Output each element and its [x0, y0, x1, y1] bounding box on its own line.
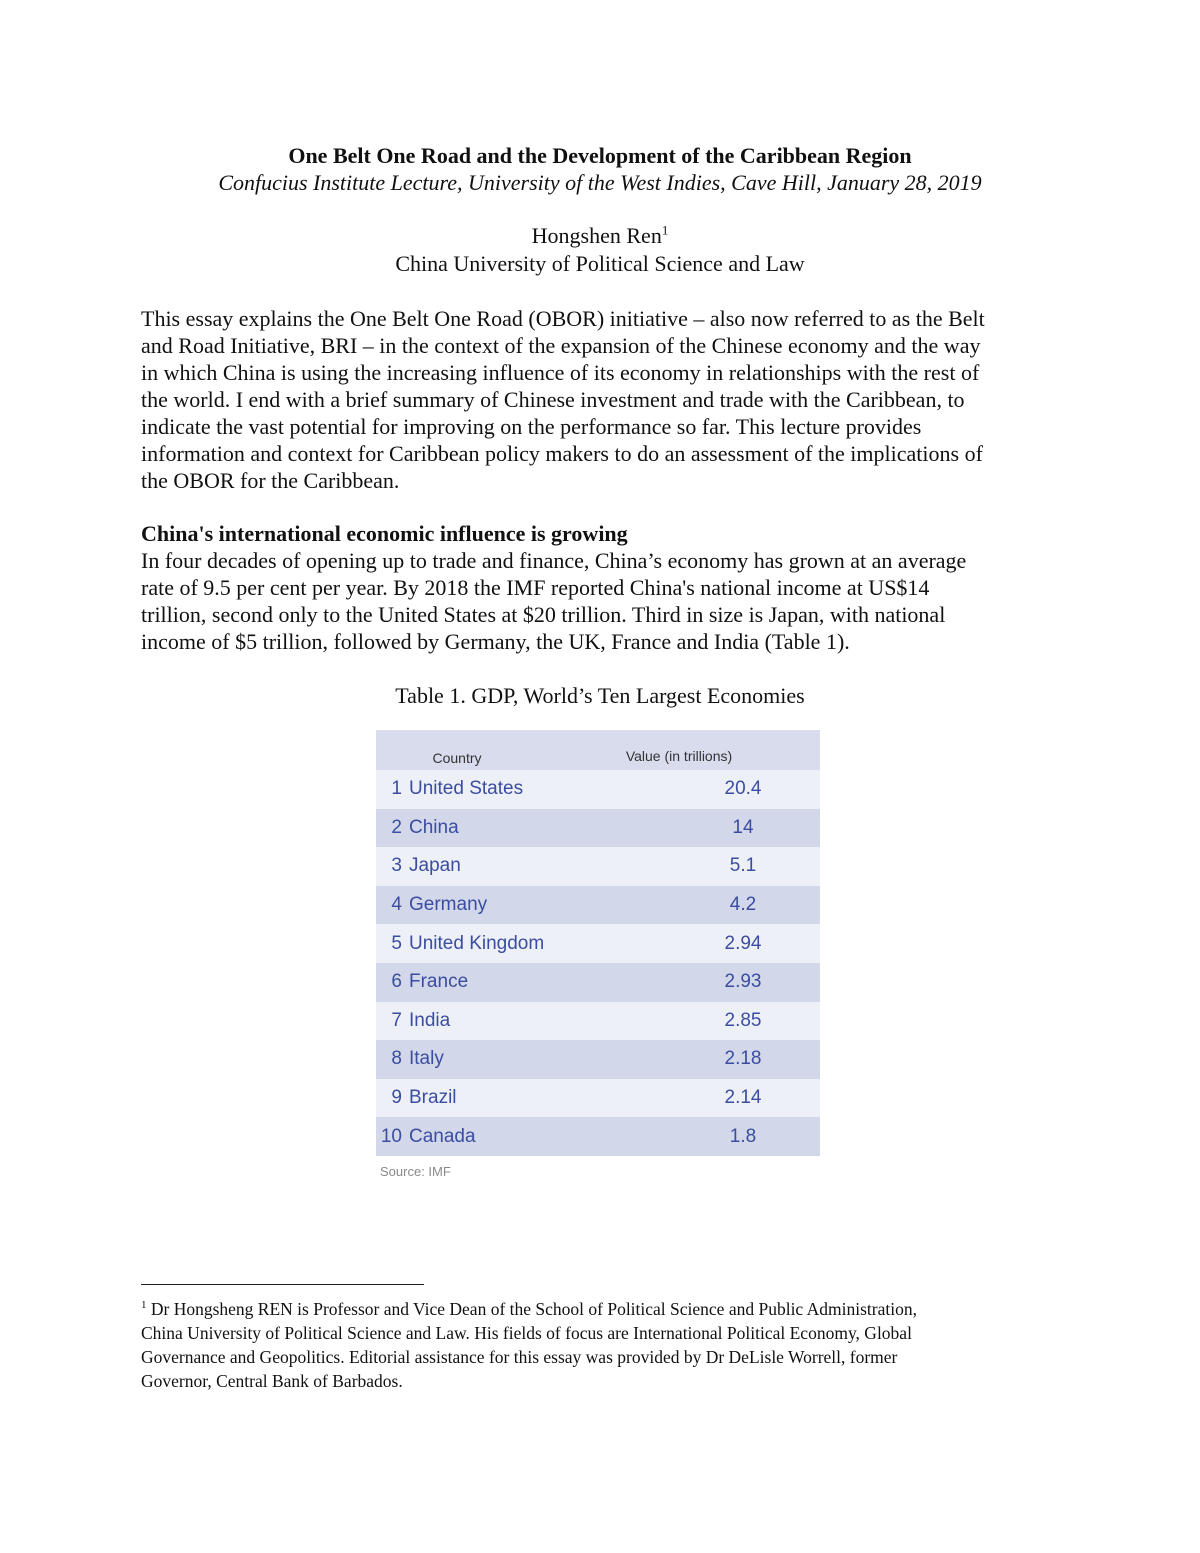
row-value: 20.4 [724, 778, 762, 800]
abstract-paragraph [141, 305, 1061, 494]
table-row [376, 924, 820, 963]
row-value: 1.8 [729, 1125, 757, 1147]
row-rank: 4 [391, 894, 402, 916]
row-rank: 9 [391, 1087, 402, 1109]
header-value: Value (in trillions) [625, 748, 733, 764]
row-value: 2.93 [724, 971, 762, 993]
footnote-line: Governance and Geopolitics. Editorial assistance for this essay was provided by Dr DeLisle Worrell, former [141, 1347, 898, 1367]
footnote-divider [141, 1284, 424, 1285]
abstract-line: the world. I end with a brief summary of Chinese investment and trade with the Caribbean, to [141, 387, 965, 412]
table-row [376, 809, 820, 848]
row-value: 5.1 [729, 855, 757, 877]
row-country: Japan [409, 855, 461, 877]
table-row [376, 963, 820, 1002]
section-line: trillion, second only to the United States at $20 trillion. Third in size is Japan, with national [141, 602, 946, 627]
section-heading: China's international economic influence is growing [141, 521, 628, 546]
row-rank: 5 [391, 932, 402, 954]
row-country: Italy [409, 1048, 444, 1070]
paper-subtitle: Confucius Institute Lecture, University of the West Indies, Cave Hill, January 28, 2019 [218, 170, 982, 195]
table-row [376, 1002, 820, 1041]
table-row [376, 1079, 820, 1118]
footnote-line [141, 1297, 1041, 1321]
table-row [376, 886, 820, 925]
row-rank: 1 [391, 778, 402, 800]
author-name: Hongshen Ren [531, 223, 662, 248]
row-value: 2.85 [724, 1009, 762, 1031]
section-line: rate of 9.5 per cent per year. By 2018 the IMF reported China's national income at US$14 [141, 575, 930, 600]
section-line: income of $5 trillion, followed by Germany, the UK, France and India (Table 1). [141, 629, 850, 654]
row-country: United Kingdom [409, 932, 545, 954]
abstract-line: and Road Initiative, BRI – in the context of the expansion of the Chinese economy and the way [141, 333, 981, 358]
table-caption: Table 1. GDP, World’s Ten Largest Economies [395, 683, 805, 708]
row-rank: 10 [380, 1125, 402, 1147]
row-country: Germany [409, 894, 488, 916]
table-row [376, 1117, 820, 1156]
abstract-line: the OBOR for the Caribbean. [141, 468, 400, 493]
table-row [376, 1040, 820, 1079]
footnote [141, 1297, 1041, 1393]
table-header-row [376, 730, 820, 770]
row-country: France [409, 971, 469, 993]
author-footnote-mark: 1 [661, 222, 669, 238]
row-value: 14 [732, 816, 754, 838]
row-country: Canada [409, 1125, 476, 1147]
paper-title: One Belt One Road and the Development of the Caribbean Region [288, 143, 912, 168]
row-rank: 2 [391, 816, 402, 838]
row-rank: 6 [391, 971, 402, 993]
row-value: 2.94 [724, 932, 762, 954]
table-row [376, 770, 820, 809]
row-country: India [409, 1009, 451, 1031]
table-source: Source: IMF [380, 1163, 451, 1179]
author-block [0, 222, 1200, 278]
row-rank: 8 [391, 1048, 402, 1070]
row-rank: 7 [391, 1009, 402, 1031]
abstract-line: in which China is using the increasing influence of its economy in relationships with the rest of [141, 360, 980, 385]
table-row [376, 847, 820, 886]
row-rank: 3 [391, 855, 402, 877]
section-line: In four decades of opening up to trade and finance, China’s economy has grown at an average [141, 548, 967, 573]
gdp-table [376, 730, 820, 1192]
author-affiliation: China University of Political Science and Law [395, 251, 805, 276]
row-value: 2.14 [724, 1087, 762, 1109]
footnote-text: Dr Hongsheng REN is Professor and Vice Dean of the School of Political Science and Public Administration, [150, 1299, 917, 1319]
footnote-line: Governor, Central Bank of Barbados. [141, 1371, 403, 1391]
row-value: 4.2 [729, 894, 757, 916]
footnote-mark: 1 [141, 1299, 147, 1312]
row-value: 2.18 [724, 1048, 762, 1070]
title-block [0, 142, 1200, 196]
row-country: China [409, 816, 459, 838]
abstract-line: information and context for Caribbean policy makers to do an assessment of the implications of [141, 441, 983, 466]
abstract-line: This essay explains the One Belt One Road (OBOR) initiative – also now referred to as the Belt [141, 306, 985, 331]
abstract-line: indicate the vast potential for improving on the performance so far. This lecture provides [141, 414, 922, 439]
row-country: Brazil [409, 1087, 457, 1109]
section-economic-influence [141, 520, 1061, 655]
row-country: United States [409, 778, 524, 800]
footnote-line: China University of Political Science and Law. His fields of focus are International Political Economy, Global [141, 1323, 912, 1343]
author-line [0, 222, 1200, 250]
header-country: Country [432, 750, 482, 766]
